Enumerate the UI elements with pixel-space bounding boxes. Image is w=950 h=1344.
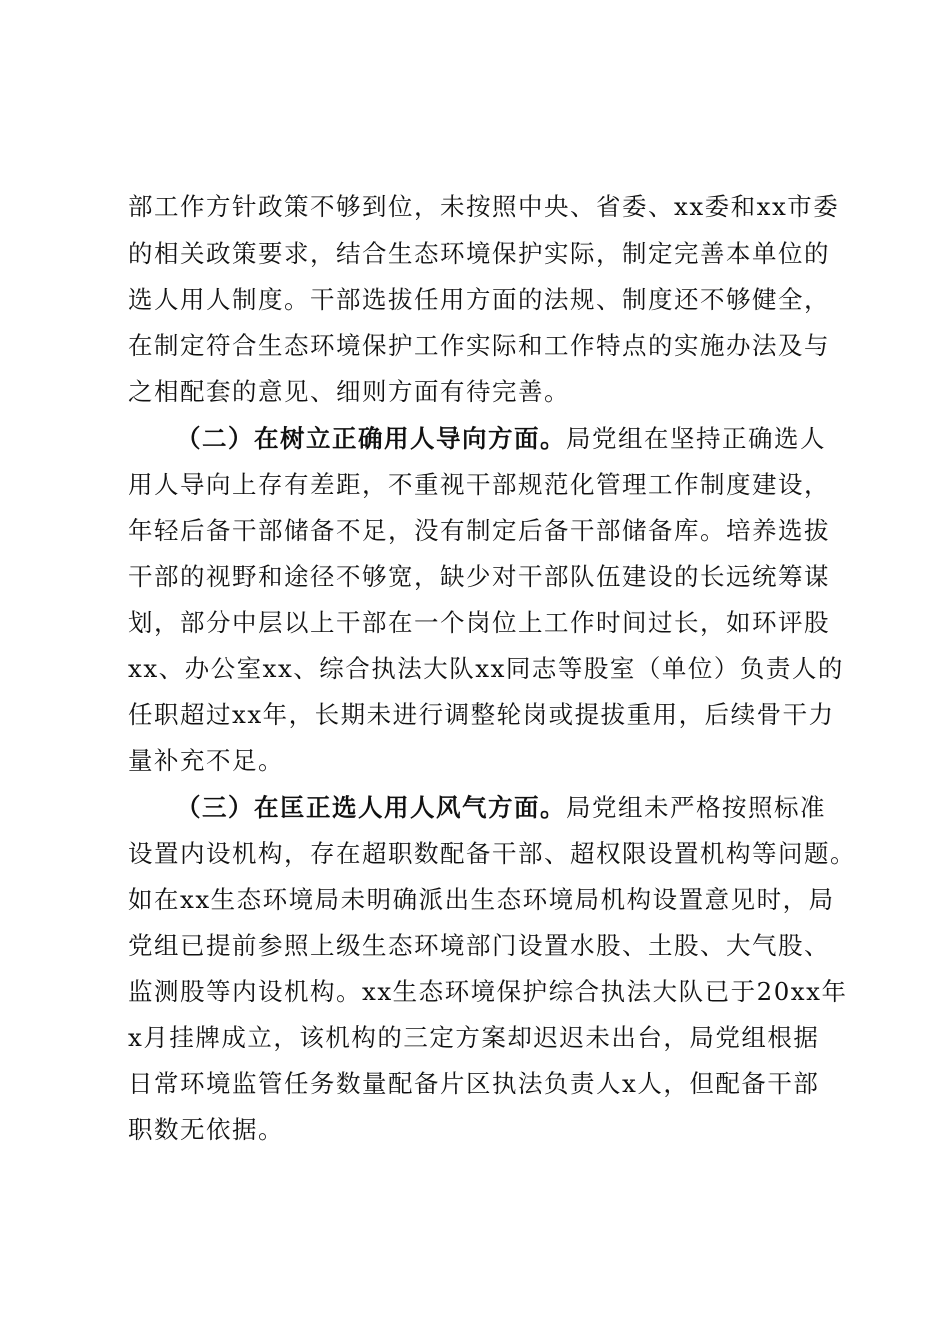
paragraph-3-first-line-text: 局党组未严格按照标准 [566, 793, 826, 822]
paragraph-3-heading: （三）在匡正选人用人风气方面。 [176, 793, 566, 822]
paragraph-3-line-8: 职数无依据。 [128, 1115, 284, 1144]
paragraph-2-line-6: xx、办公室xx、综合执法大队xx同志等股室（单位）负责人的 [128, 654, 844, 683]
paragraph-1-line-4: 在制定符合生态环境保护工作实际和工作特点的实施办法及与 [128, 331, 830, 360]
paragraph-2-line-2: 用人导向上存有差距，不重视干部规范化管理工作制度建设， [128, 470, 830, 499]
paragraph-3-line-4: 党组已提前参照上级生态环境部门设置水股、土股、大气股、 [128, 931, 830, 960]
paragraph-3-line-2: 设置内设机构，存在超职数配备干部、超权限设置机构等问题。 [128, 839, 856, 868]
paragraph-2-line-8: 量补充不足。 [128, 746, 284, 775]
paragraph-3-first-line [176, 788, 826, 828]
paragraph-2-first-line [176, 419, 826, 459]
paragraph-1-line-1: 部工作方针政策不够到位，未按照中央、省委、xx委和xx市委 [128, 192, 840, 221]
paragraph-2-heading: （二）在树立正确用人导向方面。 [176, 424, 566, 453]
paragraph-2-first-line-text: 局党组在坚持正确选人 [566, 424, 826, 453]
paragraph-3-line-3: 如在xx生态环境局未明确派出生态环境局机构设置意见时，局 [128, 885, 835, 914]
paragraph-3-line-7: 日常环境监管任务数量配备片区执法负责人x人，但配备干部 [128, 1069, 820, 1098]
paragraph-1-line-3: 选人用人制度。干部选拔任用方面的法规、制度还不够健全， [128, 285, 830, 314]
paragraph-3-line-5: 监测股等内设机构。xx生态环境保护综合执法大队已于20xx年 [128, 977, 848, 1006]
paragraph-1-line-5: 之相配套的意见、细则方面有待完善。 [128, 377, 570, 406]
paragraph-2-line-3: 年轻后备干部储备不足，没有制定后备干部储备库。培养选拔 [128, 516, 830, 545]
paragraph-2-line-5: 划，部分中层以上干部在一个岗位上工作时间过长，如环评股 [128, 608, 830, 637]
paragraph-2-line-7: 任职超过xx年，长期未进行调整轮岗或提拔重用，后续骨干力 [128, 700, 835, 729]
paragraph-1-line-2: 的相关政策要求，结合生态环境保护实际，制定完善本单位的 [128, 239, 830, 268]
paragraph-2-line-4: 干部的视野和途径不够宽，缺少对干部队伍建设的长远统筹谋 [128, 562, 830, 591]
paragraph-3-line-6: x月挂牌成立，该机构的三定方案却迟迟未出台，局党组根据 [128, 1023, 820, 1052]
